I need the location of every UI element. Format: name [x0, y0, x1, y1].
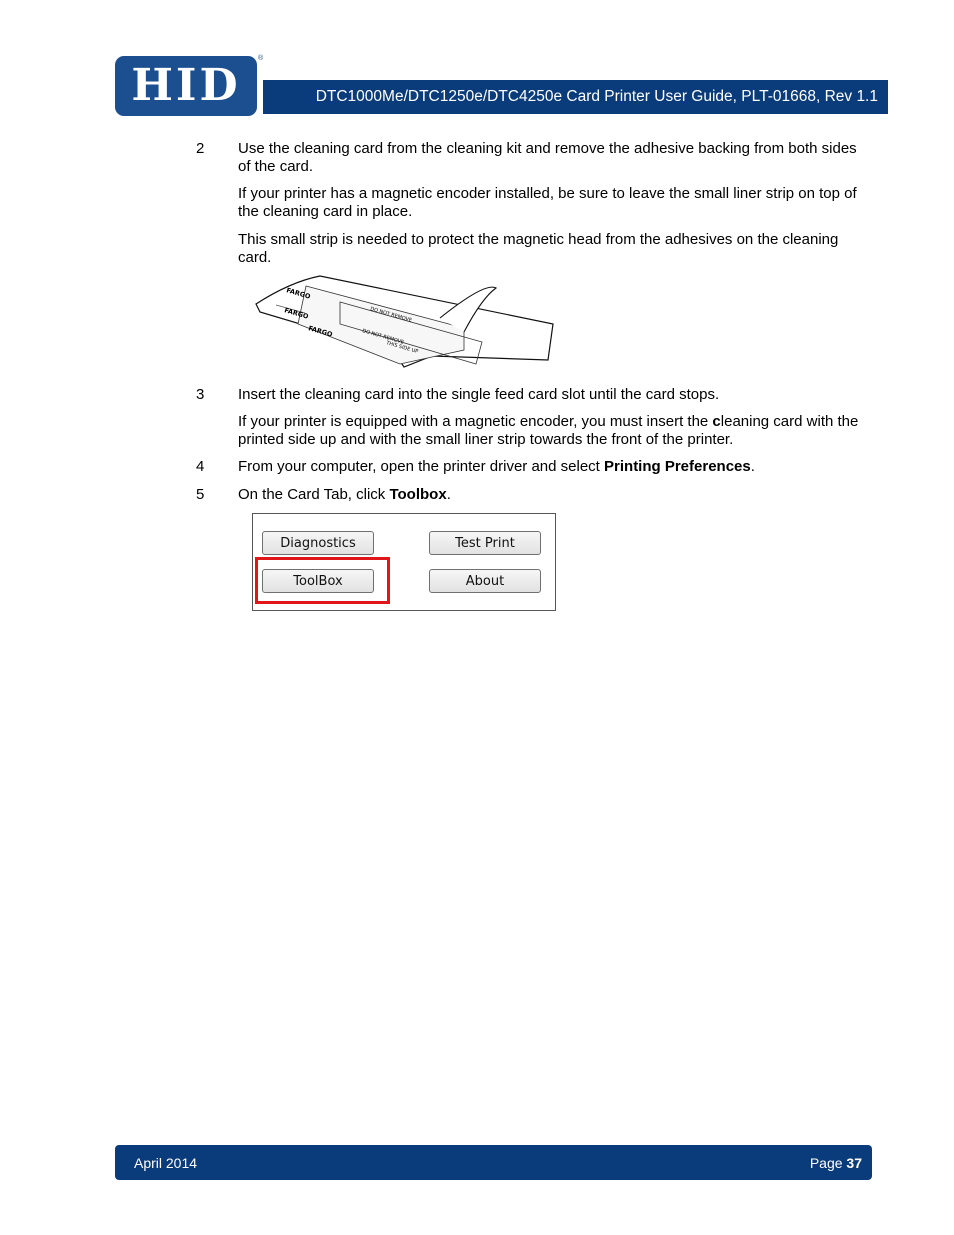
card-label: FARGO [307, 324, 334, 339]
about-button[interactable]: About [429, 569, 541, 593]
registered-mark: ® [258, 55, 264, 62]
step-note: If your printer is equipped with a magnetic encoder, you must insert the cleaning card with the printed side up and with the small liner strip towards the front of the printer. [238, 413, 859, 448]
card-label: DO NOT REMOVE [361, 328, 405, 346]
footer-date: April 2014 [134, 1154, 198, 1171]
card-label: DO NOT REMOVE [369, 306, 413, 324]
toolbox-highlight-box [255, 557, 390, 604]
cleaning-card-illustration [250, 272, 560, 372]
logo-text: HID [131, 60, 241, 111]
toolbox-term: Toolbox [389, 486, 447, 503]
test-print-button[interactable]: Test Print [429, 531, 541, 555]
step-number: 4 [196, 458, 205, 475]
step-number: 5 [196, 486, 205, 503]
step-note: This small strip is needed to protect the magnetic head from the adhesives on the cleaning card. [238, 231, 839, 266]
step-number: 2 [196, 140, 205, 157]
step-text: Insert the cleaning card into the single feed card slot until the card stops. [238, 386, 720, 403]
toolbox-button[interactable]: ToolBox [262, 569, 374, 593]
step-text: From your computer, open the printer driver and select Printing Preferences. [238, 458, 755, 475]
page-indicator: Page 37 [809, 1154, 862, 1171]
hid-logo [115, 56, 257, 116]
diagnostics-button[interactable]: Diagnostics [262, 531, 374, 555]
card-label: FARGO [283, 306, 310, 321]
page-number: 37 [846, 1154, 862, 1171]
footer-bar [115, 1145, 872, 1180]
card-label: FARGO [285, 286, 312, 301]
step-text: Use the cleaning card from the cleaning kit and remove the adhesive backing from both sides of the card. [238, 140, 857, 175]
step-text: On the Card Tab, click Toolbox. [238, 486, 451, 503]
header-bar [263, 80, 888, 114]
step-number: 3 [196, 386, 205, 403]
card-label: THIS SIDE UP [385, 340, 419, 356]
step-note: If your printer has a magnetic encoder installed, be sure to leave the small liner strip on top of the cleaning card in place. [238, 185, 857, 220]
printing-preferences-term: Printing Preferences [604, 458, 751, 475]
document-title: DTC1000Me/DTC1250e/DTC4250e Card Printer User Guide, PLT-01668, Rev 1.1 [315, 88, 878, 105]
